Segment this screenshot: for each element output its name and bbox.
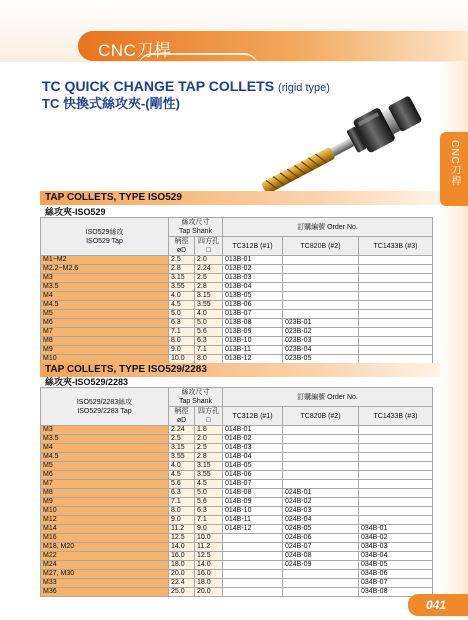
square-col-header: 四方孔 □ [195, 407, 223, 426]
tap-size-cell: M3.5 [41, 283, 169, 292]
order-tc312b-cell: 013B-01 [223, 256, 283, 265]
order-tc312b-cell [223, 552, 283, 561]
order-tc820b-cell [283, 435, 359, 444]
order-tc820b-cell: 024B-09 [283, 561, 359, 570]
table-row [41, 480, 433, 489]
shank-diameter-cell: 5.0 [169, 310, 195, 319]
tap-size-cell: M22 [41, 552, 169, 561]
tap-size-cell: M14 [41, 525, 169, 534]
tc820b-col-header: TC820B (#2) [283, 407, 359, 426]
order-tc312b-cell [223, 534, 283, 543]
order-tc820b-cell [283, 301, 359, 310]
order-tc1433b-cell [359, 283, 433, 292]
square-size-cell: 2.8 [195, 453, 223, 462]
shank-diameter-cell: 12.5 [169, 534, 195, 543]
tap-collet-image [248, 88, 438, 200]
square-size-cell: 5.6 [195, 328, 223, 337]
shank-diameter-cell: 4.0 [169, 292, 195, 301]
order-tc820b-cell: 023B-02 [283, 328, 359, 337]
order-tc312b-cell [223, 579, 283, 588]
tap-size-cell: M36 [41, 588, 169, 597]
order-tc1433b-cell [359, 453, 433, 462]
order-tc312b-cell: 014B-01 [223, 426, 283, 435]
shank-diameter-cell: 6.3 [169, 319, 195, 328]
table-row [41, 489, 433, 498]
side-tab [440, 132, 468, 206]
tap-size-cell: M3 [41, 274, 169, 283]
square-size-cell: 7.1 [195, 346, 223, 355]
tap-size-cell: M4 [41, 292, 169, 301]
order-tc820b-cell [283, 471, 359, 480]
square-size-cell: 5.0 [195, 489, 223, 498]
order-tc312b-cell: 013B-12 [223, 355, 283, 364]
square-size-cell: 3.55 [195, 301, 223, 310]
shank-diameter-cell: 3.55 [169, 283, 195, 292]
order-tc1433b-cell [359, 444, 433, 453]
square-size-cell: 4.5 [195, 480, 223, 489]
tap-size-cell: M8 [41, 337, 169, 346]
square-size-cell: 1.8 [195, 426, 223, 435]
tap-size-cell: M7 [41, 480, 169, 489]
table-row [41, 561, 433, 570]
tap-size-cell: M4 [41, 444, 169, 453]
square-size-cell: 8.0 [195, 355, 223, 364]
order-tc1433b-cell [359, 516, 433, 525]
table-row [41, 444, 433, 453]
page-number: 041 [426, 598, 447, 612]
tap-size-cell: M12 [41, 516, 169, 525]
tap-size-cell: M9 [41, 498, 169, 507]
table-row [41, 310, 433, 319]
shank-diameter-cell: 4.5 [169, 301, 195, 310]
table-row [41, 337, 433, 346]
order-tc312b-cell [223, 588, 283, 597]
order-tc1433b-cell [359, 471, 433, 480]
table-row [41, 256, 433, 265]
square-size-cell: 12.5 [195, 552, 223, 561]
order-tc820b-cell [283, 480, 359, 489]
order-tc312b-cell: 014B-08 [223, 489, 283, 498]
category-banner [78, 31, 468, 61]
page-title-cn [42, 93, 180, 112]
order-tc312b-cell: 013B-11 [223, 346, 283, 355]
tap-size-cell: M27, M30 [41, 570, 169, 579]
table-row [41, 507, 433, 516]
order-tc312b-cell: 013B-06 [223, 301, 283, 310]
tap-size-cell: M1~M2 [41, 256, 169, 265]
order-tc1433b-cell [359, 426, 433, 435]
order-tc820b-cell [283, 426, 359, 435]
order-tc1433b-cell [359, 292, 433, 301]
square-size-cell: 3.55 [195, 471, 223, 480]
order-tc820b-cell: 023B-05 [283, 355, 359, 364]
table-row [41, 274, 433, 283]
shank-diameter-cell: 16.0 [169, 552, 195, 561]
square-size-cell: 5.6 [195, 498, 223, 507]
shank-diameter-cell: 10.0 [169, 355, 195, 364]
tc820b-col-header: TC820B (#2) [283, 237, 359, 256]
shank-diameter-cell: 18.0 [169, 561, 195, 570]
section1-subtitle-cn: 絲攻夾 [45, 207, 73, 217]
order-tc1433b-cell [359, 435, 433, 444]
order-tc1433b-cell [359, 274, 433, 283]
order-tc312b-cell: 014B-06 [223, 471, 283, 480]
tc1433b-col-header: TC1433B (#3) [359, 237, 433, 256]
table-row [41, 426, 433, 435]
square-size-cell: 6.3 [195, 337, 223, 346]
order-col-header: 訂購編號 Order No. [223, 388, 433, 407]
order-tc1433b-cell [359, 480, 433, 489]
page-title-cn-text: 快換式絲攻夾-(剛性) [62, 96, 180, 111]
order-tc1433b-cell [359, 507, 433, 516]
square-size-cell: 5.0 [195, 319, 223, 328]
shank-diameter-cell: 7.1 [169, 328, 195, 337]
shank-diameter-cell: 9.0 [169, 346, 195, 355]
order-tc1433b-cell [359, 498, 433, 507]
table-row [41, 471, 433, 480]
table-row [41, 579, 433, 588]
tap-size-cell: M9 [41, 346, 169, 355]
order-tc820b-cell [283, 579, 359, 588]
order-tc1433b-cell: 034B-06 [359, 570, 433, 579]
table-row [41, 516, 433, 525]
table-row [41, 435, 433, 444]
shank-col-header: 絲攻尺寸 Tap Shank [169, 388, 223, 407]
table-row [41, 570, 433, 579]
tc1433b-col-header: TC1433B (#3) [359, 407, 433, 426]
order-tc820b-cell [283, 444, 359, 453]
order-tc312b-cell: 013B-09 [223, 328, 283, 337]
order-tc820b-cell: 023B-04 [283, 346, 359, 355]
order-tc312b-cell: 013B-05 [223, 292, 283, 301]
square-size-cell: 2.0 [195, 435, 223, 444]
tap-collet-table-iso529-2283 [40, 387, 433, 597]
square-size-cell: 2.5 [195, 274, 223, 283]
order-tc312b-cell: 014B-11 [223, 516, 283, 525]
dia-col-header: 柄徑 øD [169, 407, 195, 426]
tap-size-cell: M24 [41, 561, 169, 570]
dia-col-header: 柄徑 øD [169, 237, 195, 256]
shank-diameter-cell: 20.0 [169, 570, 195, 579]
order-tc820b-cell [283, 265, 359, 274]
order-tc1433b-cell: 034B-02 [359, 534, 433, 543]
order-tc1433b-cell: 034B-03 [359, 543, 433, 552]
square-size-cell: 9.0 [195, 525, 223, 534]
shank-diameter-cell: 6.3 [169, 489, 195, 498]
page-title-cn-lead: TC [42, 96, 60, 111]
table-row [41, 462, 433, 471]
order-tc1433b-cell [359, 346, 433, 355]
order-tc312b-cell: 014B-03 [223, 444, 283, 453]
order-tc1433b-cell: 034B-08 [359, 588, 433, 597]
page-title-sub: (rigid type) [277, 82, 330, 94]
table-row [41, 552, 433, 561]
order-tc1433b-cell [359, 265, 433, 274]
table-row [41, 453, 433, 462]
square-size-cell: 14.0 [195, 561, 223, 570]
table-row [41, 301, 433, 310]
order-tc1433b-cell: 034B-07 [359, 579, 433, 588]
order-tc312b-cell: 014B-07 [223, 480, 283, 489]
shank-diameter-cell: 14.0 [169, 543, 195, 552]
order-tc820b-cell: 023B-03 [283, 337, 359, 346]
order-tc312b-cell: 014B-09 [223, 498, 283, 507]
tc312b-col-header: TC312B (#1) [223, 407, 283, 426]
order-tc820b-cell [283, 292, 359, 301]
tap-size-cell: M3.5 [41, 435, 169, 444]
square-size-cell: 10.0 [195, 534, 223, 543]
square-size-cell: 2.5 [195, 444, 223, 453]
table-row [41, 283, 433, 292]
section1-subtitle-code: -ISO529 [72, 207, 106, 217]
order-tc312b-cell: 013B-02 [223, 265, 283, 274]
square-size-cell: 2.0 [195, 256, 223, 265]
order-tc312b-cell [223, 561, 283, 570]
order-tc1433b-cell: 034B-01 [359, 525, 433, 534]
order-tc820b-cell [283, 570, 359, 579]
shank-diameter-cell: 4.5 [169, 471, 195, 480]
square-size-cell: 11.2 [195, 543, 223, 552]
size-col-header: ISO529絲攻 ISO529 Tap [41, 218, 169, 256]
size-col-header: ISO529/2283絲攻 ISO529/2283 Tap [41, 388, 169, 426]
tap-size-cell: M4.5 [41, 301, 169, 310]
shank-diameter-cell: 2.5 [169, 435, 195, 444]
shank-diameter-cell: 3.15 [169, 444, 195, 453]
order-tc1433b-cell [359, 328, 433, 337]
order-tc312b-cell: 013B-03 [223, 274, 283, 283]
shank-diameter-cell: 2.5 [169, 256, 195, 265]
order-tc820b-cell: 024B-02 [283, 498, 359, 507]
table-row [41, 265, 433, 274]
tap-size-cell: M5 [41, 462, 169, 471]
order-tc820b-cell [283, 283, 359, 292]
order-tc1433b-cell [359, 489, 433, 498]
order-tc820b-cell [283, 274, 359, 283]
section2-title: TAP COLLETS, TYPE ISO529/2283 [45, 364, 207, 375]
shank-diameter-cell: 2.24 [169, 426, 195, 435]
shank-diameter-cell: 11.2 [169, 525, 195, 534]
page-number-tab [408, 594, 468, 616]
shank-diameter-cell: 22.4 [169, 579, 195, 588]
square-size-cell: 3.15 [195, 292, 223, 301]
shank-col-header: 絲攻尺寸 Tap Shank [169, 218, 223, 237]
table-row [41, 588, 433, 597]
square-col-header: 四方孔 □ [195, 237, 223, 256]
order-tc312b-cell: 013B-10 [223, 337, 283, 346]
order-tc820b-cell [283, 256, 359, 265]
page-title-en: TC QUICK CHANGE TAP COLLETS [42, 78, 275, 94]
square-size-cell: 3.15 [195, 462, 223, 471]
shank-diameter-cell: 7.1 [169, 498, 195, 507]
square-size-cell: 4.0 [195, 310, 223, 319]
order-tc312b-cell: 014B-02 [223, 435, 283, 444]
shank-diameter-cell: 9.0 [169, 516, 195, 525]
shank-diameter-cell: 2.8 [169, 265, 195, 274]
order-tc820b-cell: 024B-03 [283, 507, 359, 516]
shank-diameter-cell: 25.0 [169, 588, 195, 597]
order-tc1433b-cell [359, 301, 433, 310]
order-tc820b-cell: 024B-06 [283, 534, 359, 543]
order-tc312b-cell: 014B-04 [223, 453, 283, 462]
shank-diameter-cell: 8.0 [169, 337, 195, 346]
table-row [41, 534, 433, 543]
tap-size-cell: M33 [41, 579, 169, 588]
order-tc820b-cell: 024B-05 [283, 525, 359, 534]
order-tc312b-cell: 013B-07 [223, 310, 283, 319]
order-tc1433b-cell [359, 462, 433, 471]
tc312b-col-header: TC312B (#1) [223, 237, 283, 256]
order-tc1433b-cell: 034B-04 [359, 552, 433, 561]
order-tc1433b-cell [359, 310, 433, 319]
tap-size-cell: M10 [41, 355, 169, 364]
table-row [41, 498, 433, 507]
shank-diameter-cell: 3.55 [169, 453, 195, 462]
order-tc1433b-cell: 034B-05 [359, 561, 433, 570]
order-tc1433b-cell [359, 256, 433, 265]
order-tc820b-cell [283, 310, 359, 319]
table-row [41, 328, 433, 337]
square-size-cell: 16.0 [195, 570, 223, 579]
side-tab-label: CNC刀桿 [449, 140, 460, 187]
table-row [41, 543, 433, 552]
category-title: CNC刀桿 [98, 41, 172, 60]
order-tc312b-cell: 014B-12 [223, 525, 283, 534]
order-tc820b-cell [283, 588, 359, 597]
tap-size-cell: M16 [41, 534, 169, 543]
square-size-cell: 18.0 [195, 579, 223, 588]
section2-subtitle-code: -ISO529/2283 [72, 377, 129, 387]
square-size-cell: 20.0 [195, 588, 223, 597]
square-size-cell: 7.1 [195, 516, 223, 525]
tap-size-cell: M18, M20 [41, 543, 169, 552]
tap-size-cell: M2.2~M2.6 [41, 265, 169, 274]
order-tc312b-cell: 014B-05 [223, 462, 283, 471]
tap-collet-table-iso529 [40, 217, 433, 364]
shank-diameter-cell: 4.0 [169, 462, 195, 471]
square-size-cell: 2.8 [195, 283, 223, 292]
shank-diameter-cell: 8.0 [169, 507, 195, 516]
tap-size-cell: M3 [41, 426, 169, 435]
tap-size-cell: M8 [41, 489, 169, 498]
section1-header [40, 191, 440, 205]
banner-swoosh [138, 53, 258, 67]
shank-diameter-cell: 3.15 [169, 274, 195, 283]
order-tc1433b-cell [359, 337, 433, 346]
order-tc820b-cell: 024B-01 [283, 489, 359, 498]
section1-title: TAP COLLETS, TYPE ISO529 [45, 192, 182, 203]
table-row [41, 346, 433, 355]
order-tc820b-cell: 024B-04 [283, 516, 359, 525]
tap-size-cell: M6 [41, 319, 169, 328]
order-tc312b-cell [223, 570, 283, 579]
order-tc312b-cell: 013B-04 [223, 283, 283, 292]
section2-subtitle-cn: 絲攻夾 [45, 377, 73, 387]
order-tc820b-cell [283, 462, 359, 471]
order-tc820b-cell [283, 453, 359, 462]
table-row [41, 292, 433, 301]
order-tc1433b-cell [359, 319, 433, 328]
square-size-cell: 2.24 [195, 265, 223, 274]
tap-size-cell: M10 [41, 507, 169, 516]
order-tc820b-cell: 024B-07 [283, 543, 359, 552]
tap-size-cell: M5 [41, 310, 169, 319]
tap-size-cell: M7 [41, 328, 169, 337]
order-col-header: 訂購編號 Order No. [223, 218, 433, 237]
order-tc312b-cell [223, 543, 283, 552]
table-row [41, 525, 433, 534]
order-tc312b-cell: 013B-08 [223, 319, 283, 328]
table-row [41, 319, 433, 328]
order-tc820b-cell: 024B-08 [283, 552, 359, 561]
order-tc820b-cell: 023B-01 [283, 319, 359, 328]
square-size-cell: 6.3 [195, 507, 223, 516]
order-tc312b-cell: 014B-10 [223, 507, 283, 516]
tap-size-cell: M6 [41, 471, 169, 480]
tap-size-cell: M4.5 [41, 453, 169, 462]
shank-diameter-cell: 5.6 [169, 480, 195, 489]
